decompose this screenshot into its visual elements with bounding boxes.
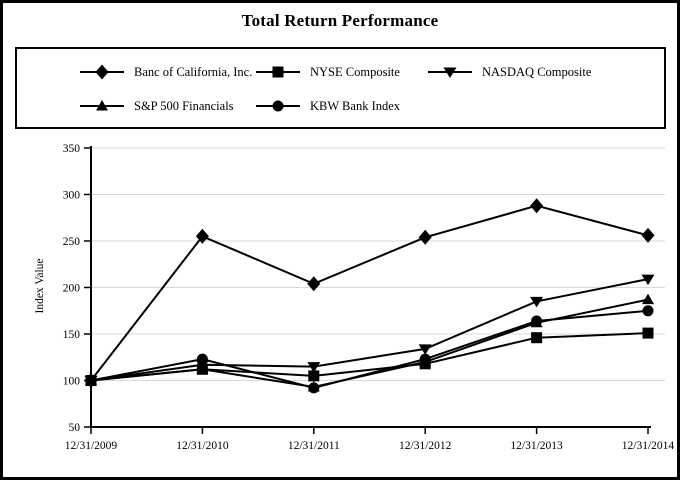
legend-label: S&P 500 Financials — [134, 98, 234, 113]
svg-text:12/31/2009: 12/31/2009 — [64, 440, 118, 452]
legend-label: NYSE Composite — [310, 64, 400, 79]
svg-text:50: 50 — [68, 422, 80, 434]
chart-canvas — [3, 3, 680, 480]
svg-text:200: 200 — [62, 282, 80, 295]
svg-text:12/31/2014: 12/31/2014 — [621, 440, 675, 452]
svg-text:Index Value: Index Value — [34, 258, 46, 314]
svg-text:150: 150 — [62, 329, 80, 341]
chart-title: Total Return Performance — [241, 11, 439, 30]
svg-text:12/31/2013: 12/31/2013 — [510, 440, 563, 452]
legend-label: Banc of California, Inc. — [134, 64, 253, 79]
legend-label: NASDAQ Composite — [482, 64, 592, 79]
svg-text:350: 350 — [62, 143, 80, 155]
svg-text:12/31/2011: 12/31/2011 — [287, 440, 340, 452]
svg-text:250: 250 — [62, 236, 80, 248]
svg-text:300: 300 — [62, 189, 80, 202]
svg-text:12/31/2010: 12/31/2010 — [176, 440, 229, 452]
svg-text:100: 100 — [62, 375, 80, 388]
svg-text:12/31/2012: 12/31/2012 — [399, 440, 452, 452]
legend-label: KBW Bank Index — [310, 98, 401, 113]
